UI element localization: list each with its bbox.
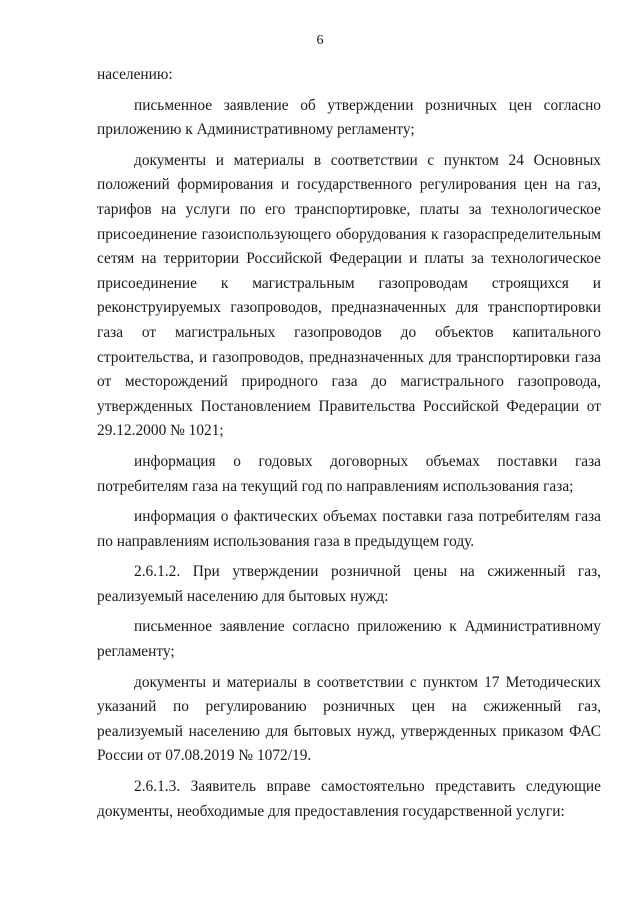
paragraph-section-2-6-1-2: 2.6.1.2. При утверждении розничной цены на сжиженный газ, реализуемый населению для бытовых нужд: bbox=[97, 563, 601, 605]
paragraph-application-2: письменное заявление согласно приложению к Административному регламенту; bbox=[97, 618, 601, 661]
paragraph-section-2-6-1-3: 2.6.1.3. Заявитель вправе самостоятельно представить следующие документы, необходимые для предоставления государственной услуги: bbox=[97, 778, 601, 820]
paragraph-documents-point-24: документы и материалы в соответствии с пунктом 24 Основных положений формирования и государственного регулирования цен на газ, тарифов на услуги по его транспортировке, платы за технологическое присоединение газоиспользующего оборудования к газораспределительным сетям на территории Российской Федерации и платы за технологическое присоединение к магистральным газопроводам строящихся и реконструируемых газопроводов, предназначенных для транспортировки газа от магистральных газопроводов до объектов капитального строительства, и газопроводов, предназначенных для транспортировки газа от месторождений природного газа до магистрального газопровода, утвержденных Постановлением Правительства Российской Федерации от 29.12.2000 № 1021; bbox=[97, 151, 601, 440]
document-body bbox=[97, 63, 601, 830]
paragraph-application: письменное заявление об утверждении розничных цен согласно приложению к Административному регламенту; bbox=[97, 96, 601, 139]
paragraph-intro: населению: bbox=[97, 66, 173, 83]
paragraph-actual-volumes: информация о фактических объемах поставки газа потребителям газа по направлениям использования газа в предыдущем году. bbox=[97, 508, 601, 550]
paragraph-documents-point-17: документы и материалы в соответствии с пунктом 17 Методических указаний по регулированию розничных цен на сжиженный газ, реализуемый населению для бытовых нужд, утвержденных приказом ФАС России от 07.08.2019 № 1072/19. bbox=[97, 673, 601, 765]
page-number: 6 bbox=[316, 33, 324, 48]
paragraph-annual-volumes: информация о годовых договорных объемах поставки газа потребителям газа на текущий год по направлениям использования газа; bbox=[97, 452, 601, 495]
